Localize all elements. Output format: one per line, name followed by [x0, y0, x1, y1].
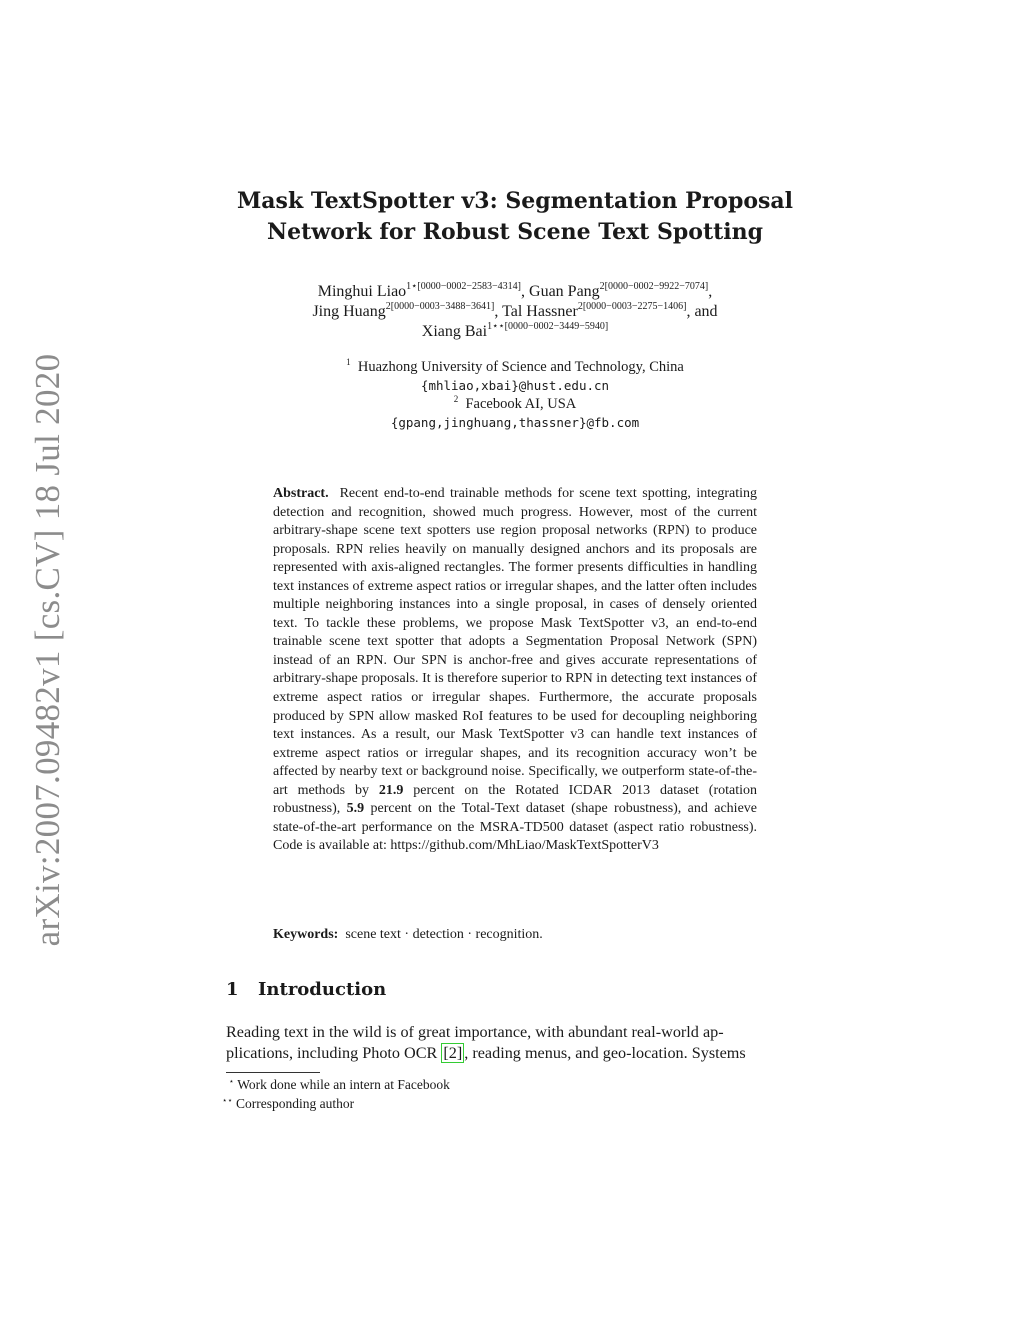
author-orcid: 2[0000−0003−3488−3641]: [385, 301, 495, 312]
keywords: [273, 926, 757, 944]
footnote: [222, 1095, 450, 1114]
footnote-text: Corresponding author: [236, 1095, 355, 1111]
author-orcid: 2[0000−0003−2275−1406]: [577, 301, 687, 312]
intro-text: plications, including Photo OCR: [226, 1043, 442, 1062]
keywords-label: Keywords:: [273, 927, 339, 942]
author-name: Xiang Bai: [421, 323, 488, 340]
footnotes: [222, 1076, 450, 1113]
abstract-text: percent on the Total-Text dataset (shape robustness), and achieve state-of-the-art performance on the MSRA-TD500 dataset (aspect ratio robustness). Code is available at: https://github.com/MhLiao/MaskTextSpotterV3: [273, 801, 757, 854]
arxiv-identifier: arXiv:2007.09482v1 [cs.CV] 18 Jul 2020: [28, 353, 67, 947]
author-orcid: 2[0000−0002−9922−7074]: [599, 281, 709, 292]
affiliation-1-email: {mhliao,xbai}@hust.edu.cn: [420, 377, 610, 393]
author-name: Tal Hassner: [502, 303, 578, 320]
affiliation-2: [200, 395, 830, 414]
title-line-2: Network for Robust Scene Text Spotting: [266, 219, 764, 245]
affiliations: [200, 358, 830, 432]
affiliation-1: [200, 358, 830, 377]
author-separator: ,: [494, 303, 503, 320]
footnote: [222, 1076, 450, 1095]
author-name: Guan Pang: [529, 283, 600, 300]
section-heading: [226, 979, 386, 1000]
affiliation-mark: 1: [346, 357, 351, 367]
author-line-1: [160, 282, 870, 302]
affiliation-name: Facebook AI, USA: [465, 396, 577, 412]
abstract-text: percent on the Rotated ICDAR 2013 dataset (rotation robustness),: [273, 782, 757, 817]
section-title: Introduction: [258, 979, 387, 1000]
footnote-mark: ⋆⋆: [222, 1094, 233, 1105]
affiliation-2-email: {gpang,jinghuang,thassner}@fb.com: [390, 414, 640, 430]
abstract-label: Abstract.: [273, 486, 329, 501]
intro-text: , reading menus, and geo-location. Systems: [464, 1043, 746, 1062]
citation-link[interactable]: [2]: [443, 1043, 463, 1062]
paper-title: [180, 186, 850, 248]
author-name: Jing Huang: [312, 303, 386, 320]
footnote-mark: ⋆: [228, 1076, 235, 1086]
abstract-figure: 21.9: [378, 782, 404, 798]
abstract: [273, 485, 757, 856]
author-orcid: 1⋆[0000−0002−2583−4314]: [406, 281, 522, 292]
affiliation-name: Huazhong University of Science and Technology, China: [357, 359, 684, 375]
author-line-3: [160, 322, 870, 342]
section-number: 1: [226, 979, 239, 1000]
intro-paragraph: [226, 1022, 806, 1063]
author-orcid: 1⋆⋆[0000−0002−3449−5940]: [487, 321, 609, 332]
keywords-text: scene text · detection · recognition.: [345, 927, 543, 942]
author-separator: ,: [521, 283, 530, 300]
title-line-1: Mask TextSpotter v3: Segmentation Proposal: [236, 188, 794, 214]
author-separator: ,: [708, 283, 713, 300]
abstract-text: Recent end-to-end trainable methods for scene text spotting, integrating detection and recognition, showed much progress. However, most of the current arbitrary-shape scene text spotters use region proposal networks (RPN) to produce proposals. RPN relies heavily on manually designed anchors and its proposals are represented with axis-aligned rectangles. The former presents difficulties in handling text instances of extreme aspect ratios or irregular shapes, and the latter often includes multiple neighboring instances into a single proposal, in cases of densely oriented text. To tackle these problems, we propose Mask TextSpotter v3, an end-to-end trainable scene text spotter that adopts a Segmentation Proposal Network (SPN) instead of an RPN. Our SPN is anchor-free and gives accurate representations of arbitrary-shape proposals. It is therefore superior to RPN in detecting text instances of extreme aspect ratios or irregular shapes. Furthermore, the accurate proposals produced by SPN allow masked RoI features to be used for decoupling neighboring text instances. As a result, our Mask TextSpotter v3 can handle text instances of extreme aspect ratios or irregular shapes, and its recognition accuracy won’t be affected by nearby text or background noise. Specifically, we outperform state-of-the-art methods by: [273, 486, 758, 798]
footnote-text: Work done while an intern at Facebook: [237, 1077, 450, 1092]
author-line-2: [160, 302, 870, 322]
footnote-rule: [226, 1072, 320, 1073]
abstract-figure: 5.9: [346, 801, 365, 817]
intro-line: [226, 1043, 806, 1064]
affiliation-mark: 2: [453, 394, 459, 404]
author-name: Minghui Liao: [317, 283, 407, 300]
author-list: [160, 282, 870, 342]
author-separator: , and: [686, 303, 718, 320]
intro-line: Reading text in the wild is of great importance, with abundant real-world ap-: [226, 1023, 724, 1041]
